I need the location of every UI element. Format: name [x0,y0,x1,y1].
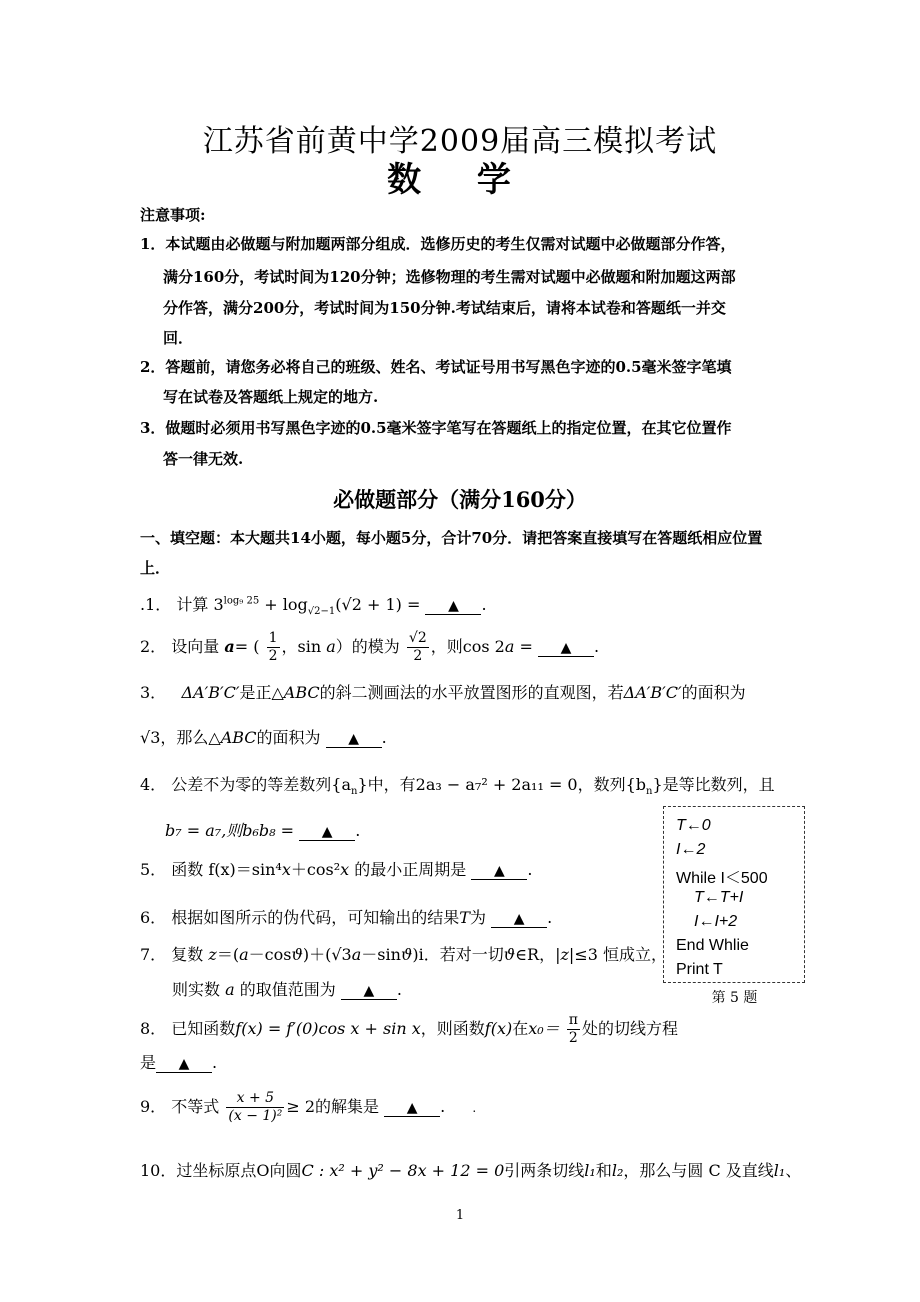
question-7 [140,942,667,965]
math-var: ϑ [400,945,413,964]
numerator: √2 [408,630,427,646]
section-title: 必做题部分（满分160分） [333,487,587,512]
question-text: 复数 [171,945,204,964]
fraction [267,630,280,665]
triangle-icon: ▲ [321,824,333,840]
code-line: While I＜500 [676,870,768,887]
figure-caption: 第 5 题 [711,990,758,1006]
math: (√2 + 1) = [335,595,421,614]
math-var: l₁ [584,1161,596,1180]
pseudocode-box [663,806,805,983]
fraction [226,1090,284,1125]
section-intro-cont: 上． [140,559,171,577]
question-text: 的斜二测画法的水平放置图形的直观图，若 [319,683,624,702]
fraction [567,1012,580,1047]
question-3 [140,680,746,703]
math: ，则cos 2 [430,637,505,656]
period: . [381,728,387,747]
period: . [396,980,402,999]
question-number: 3． [140,683,167,702]
math-var: O [256,1161,270,1180]
math-var: a [351,945,362,964]
triangle-icon: ▲ [178,1056,190,1072]
question-text: ，那么△ [160,728,221,747]
notice-line: 2．答题前，请您务必将自己的班级、姓名、考试证号用书写黑色字迹的0.5毫米签字笔填 [140,358,732,376]
notice-line: 回． [163,329,194,347]
math: ΔA′B′C′ [623,683,682,702]
math-var: a [326,637,336,656]
answer-blank[interactable] [156,1053,212,1073]
math-sub: √2−1 [307,606,336,618]
question-text: 处的切线方程 [581,1019,678,1038]
notice-heading: 注意事项: [140,206,206,224]
question-10 [140,1158,801,1181]
question-text: 则实数 [172,980,221,999]
triangle-icon: ▲ [448,598,459,614]
question-number: 8． [140,1019,167,1038]
code-line: I←I+2 [694,913,738,930]
math: －cos [248,945,292,964]
question-3-cont [140,725,387,748]
math-sup: log₉ 25 [223,595,260,607]
notice-line: 满分160分，考试时间为120分钟；选修物理的考生需对试题中必做题和附加题这两部 [163,268,736,286]
math: C : x² + y² − 8x + 12 = 0 [301,1161,505,1180]
math: b₇ = a₇,则b₆b₈ = [165,821,295,840]
notice-line: 分作答，满分200分，考试时间为150分钟.考试结束后，请将本试卷和答题纸一并交 [163,299,726,317]
question-text: 设向量 [171,637,220,656]
denominator: (x − 1)² [228,1108,283,1124]
question-text: 是 [140,1053,157,1072]
question-number: .1． [140,595,172,614]
math-var: x [281,860,291,879]
stray-dot: . [472,1101,477,1115]
question-5 [140,857,532,880]
question-text: 的面积为 [681,683,746,702]
math-var: a [224,637,235,656]
question-text: )i．若对一切 [412,945,504,964]
math-var: l₁ [773,1161,786,1180]
math: √3 [140,728,161,747]
question-number: 2． [140,637,167,656]
question-number: 6． [140,908,167,927]
math-var: a [225,980,235,999]
notice-line: 答一律无效. [163,450,244,468]
question-8 [140,1012,678,1047]
question-4-cont [165,818,360,841]
math: ，sin [281,637,322,656]
question-1 [140,592,487,617]
question-7-cont [172,977,402,1000]
period: . [212,1053,218,1072]
question-text: 已知函数 [171,1019,236,1038]
math-var: x [340,860,350,879]
math-var: ϑ [291,945,303,964]
question-number: 4． [140,775,167,794]
question-number: 10． [140,1161,177,1180]
exam-title: 江苏省前黄中学2009届高三模拟考试 [202,124,718,159]
question-text: ，那么与圆 C 及直线 [623,1161,774,1180]
question-4 [140,772,775,797]
math-var: a [239,945,249,964]
math-var: ϑ [503,945,516,964]
question-text: ）的模为 [335,637,400,656]
math: ＋cos² [290,860,341,879]
question-number: 7． [140,945,167,964]
question-text: 公差不为零的等差数列{a [171,775,352,794]
question-text: 计算 [176,595,209,614]
answer-blank[interactable] [384,1097,440,1117]
answer-blank[interactable] [538,637,594,657]
triangle-icon: ▲ [513,911,525,927]
code-line: End Whlie [676,937,749,954]
triangle-icon: ▲ [560,640,572,656]
code-line: Print T [676,961,723,978]
section-intro: 一、填空题：本大题共14小题，每小题5分，合计70分．请把答案直接填写在答题纸相应位置 [140,529,763,547]
question-text: 过坐标原点 [176,1161,257,1180]
period: . [440,1097,446,1116]
question-text: 向圆 [269,1161,302,1180]
question-number: 9． [140,1097,167,1116]
period: . [547,908,553,927]
question-text: 是正△ [239,683,284,702]
code-line: T←0 [676,817,711,834]
math: ∈R，| [515,945,561,964]
question-8-cont [140,1050,217,1073]
math: f(x) [484,1019,513,1038]
math-var: ABC [220,728,257,747]
answer-blank[interactable] [471,860,527,880]
answer-blank[interactable] [299,821,355,841]
denominator: 2 [413,648,423,664]
answer-blank[interactable] [491,908,547,928]
period: . [355,821,361,840]
math: = [514,637,533,656]
math: )＋(√3 [302,945,352,964]
denominator: 2 [268,648,278,664]
subject-title: 数 学 [387,160,533,200]
triangle-icon: ▲ [348,731,360,747]
numerator: 1 [268,630,278,646]
question-6 [140,905,552,928]
math: + log [259,595,308,614]
math: = ( [234,637,260,656]
math-var: z [560,945,569,964]
triangle-icon: ▲ [406,1100,418,1116]
math: x₀＝ [528,1019,560,1038]
math-sub: n [646,786,653,798]
math: f(x) = f′(0)cos x + sin x [235,1019,421,1038]
triangle-icon: ▲ [493,863,505,879]
answer-blank[interactable] [341,980,397,1000]
math: ΔA′B′C′ [181,683,240,702]
question-text: 为 [469,908,486,927]
question-text: 函数 f(x)＝sin⁴ [171,860,282,879]
question-text: 不等式 [171,1097,220,1116]
question-text: ≥ 2的解集是 [286,1097,380,1116]
math: 3 [213,595,224,614]
math-sub: n [351,786,358,798]
question-text: 的取值范围为 [239,980,336,999]
answer-blank[interactable] [326,728,382,748]
question-text: }中，有2a₃ − a₇² + 2a₁₁ = 0，数列{b [357,775,647,794]
question-text: ，则函数 [420,1019,485,1038]
period: . [527,860,533,879]
notice-line: 写在试卷及答题纸上规定的地方. [163,388,379,406]
fraction [407,630,429,665]
question-text: 引两条切线 [504,1161,585,1180]
period: . [593,637,600,656]
numerator: π [568,1012,578,1028]
math-var: T [459,908,470,927]
notice-line: 3．做题时必须用书写黑色字迹的0.5毫米签字笔写在答题纸上的指定位置，在其它位置作 [140,419,732,437]
code-line: I←2 [676,841,706,858]
math-var: ABC [283,683,320,702]
question-text: |≤3 恒成立， [568,945,667,964]
question-text: 的面积为 [256,728,321,747]
answer-blank[interactable] [425,595,481,615]
numerator: x + 5 [226,1090,284,1108]
question-number: 5． [140,860,167,879]
question-text: 的最小正周期是 [349,860,467,879]
question-text: }是等比数列，且 [652,775,775,794]
notice-line: 1．本试题由必做题与附加题两部分组成．选修历史的考生仅需对试题中必做题部分作答， [140,235,736,253]
math: ＝( [216,945,240,964]
question-9 [140,1090,476,1125]
question-text: 在 [512,1019,529,1038]
math: －sin [361,945,401,964]
question-text: 、 [785,1161,802,1180]
code-line: T←T+I [694,889,744,906]
math-var: l₂ [611,1161,624,1180]
denominator: 2 [568,1030,578,1046]
period: . [481,595,487,614]
question-2 [140,630,599,665]
page-number: 1 [455,1208,465,1223]
triangle-icon: ▲ [363,983,375,999]
question-text: 和 [595,1161,612,1180]
question-text: 根据如图所示的伪代码，可知输出的结果 [171,908,460,927]
math-var: a [504,637,515,656]
math-var: z [208,945,217,964]
